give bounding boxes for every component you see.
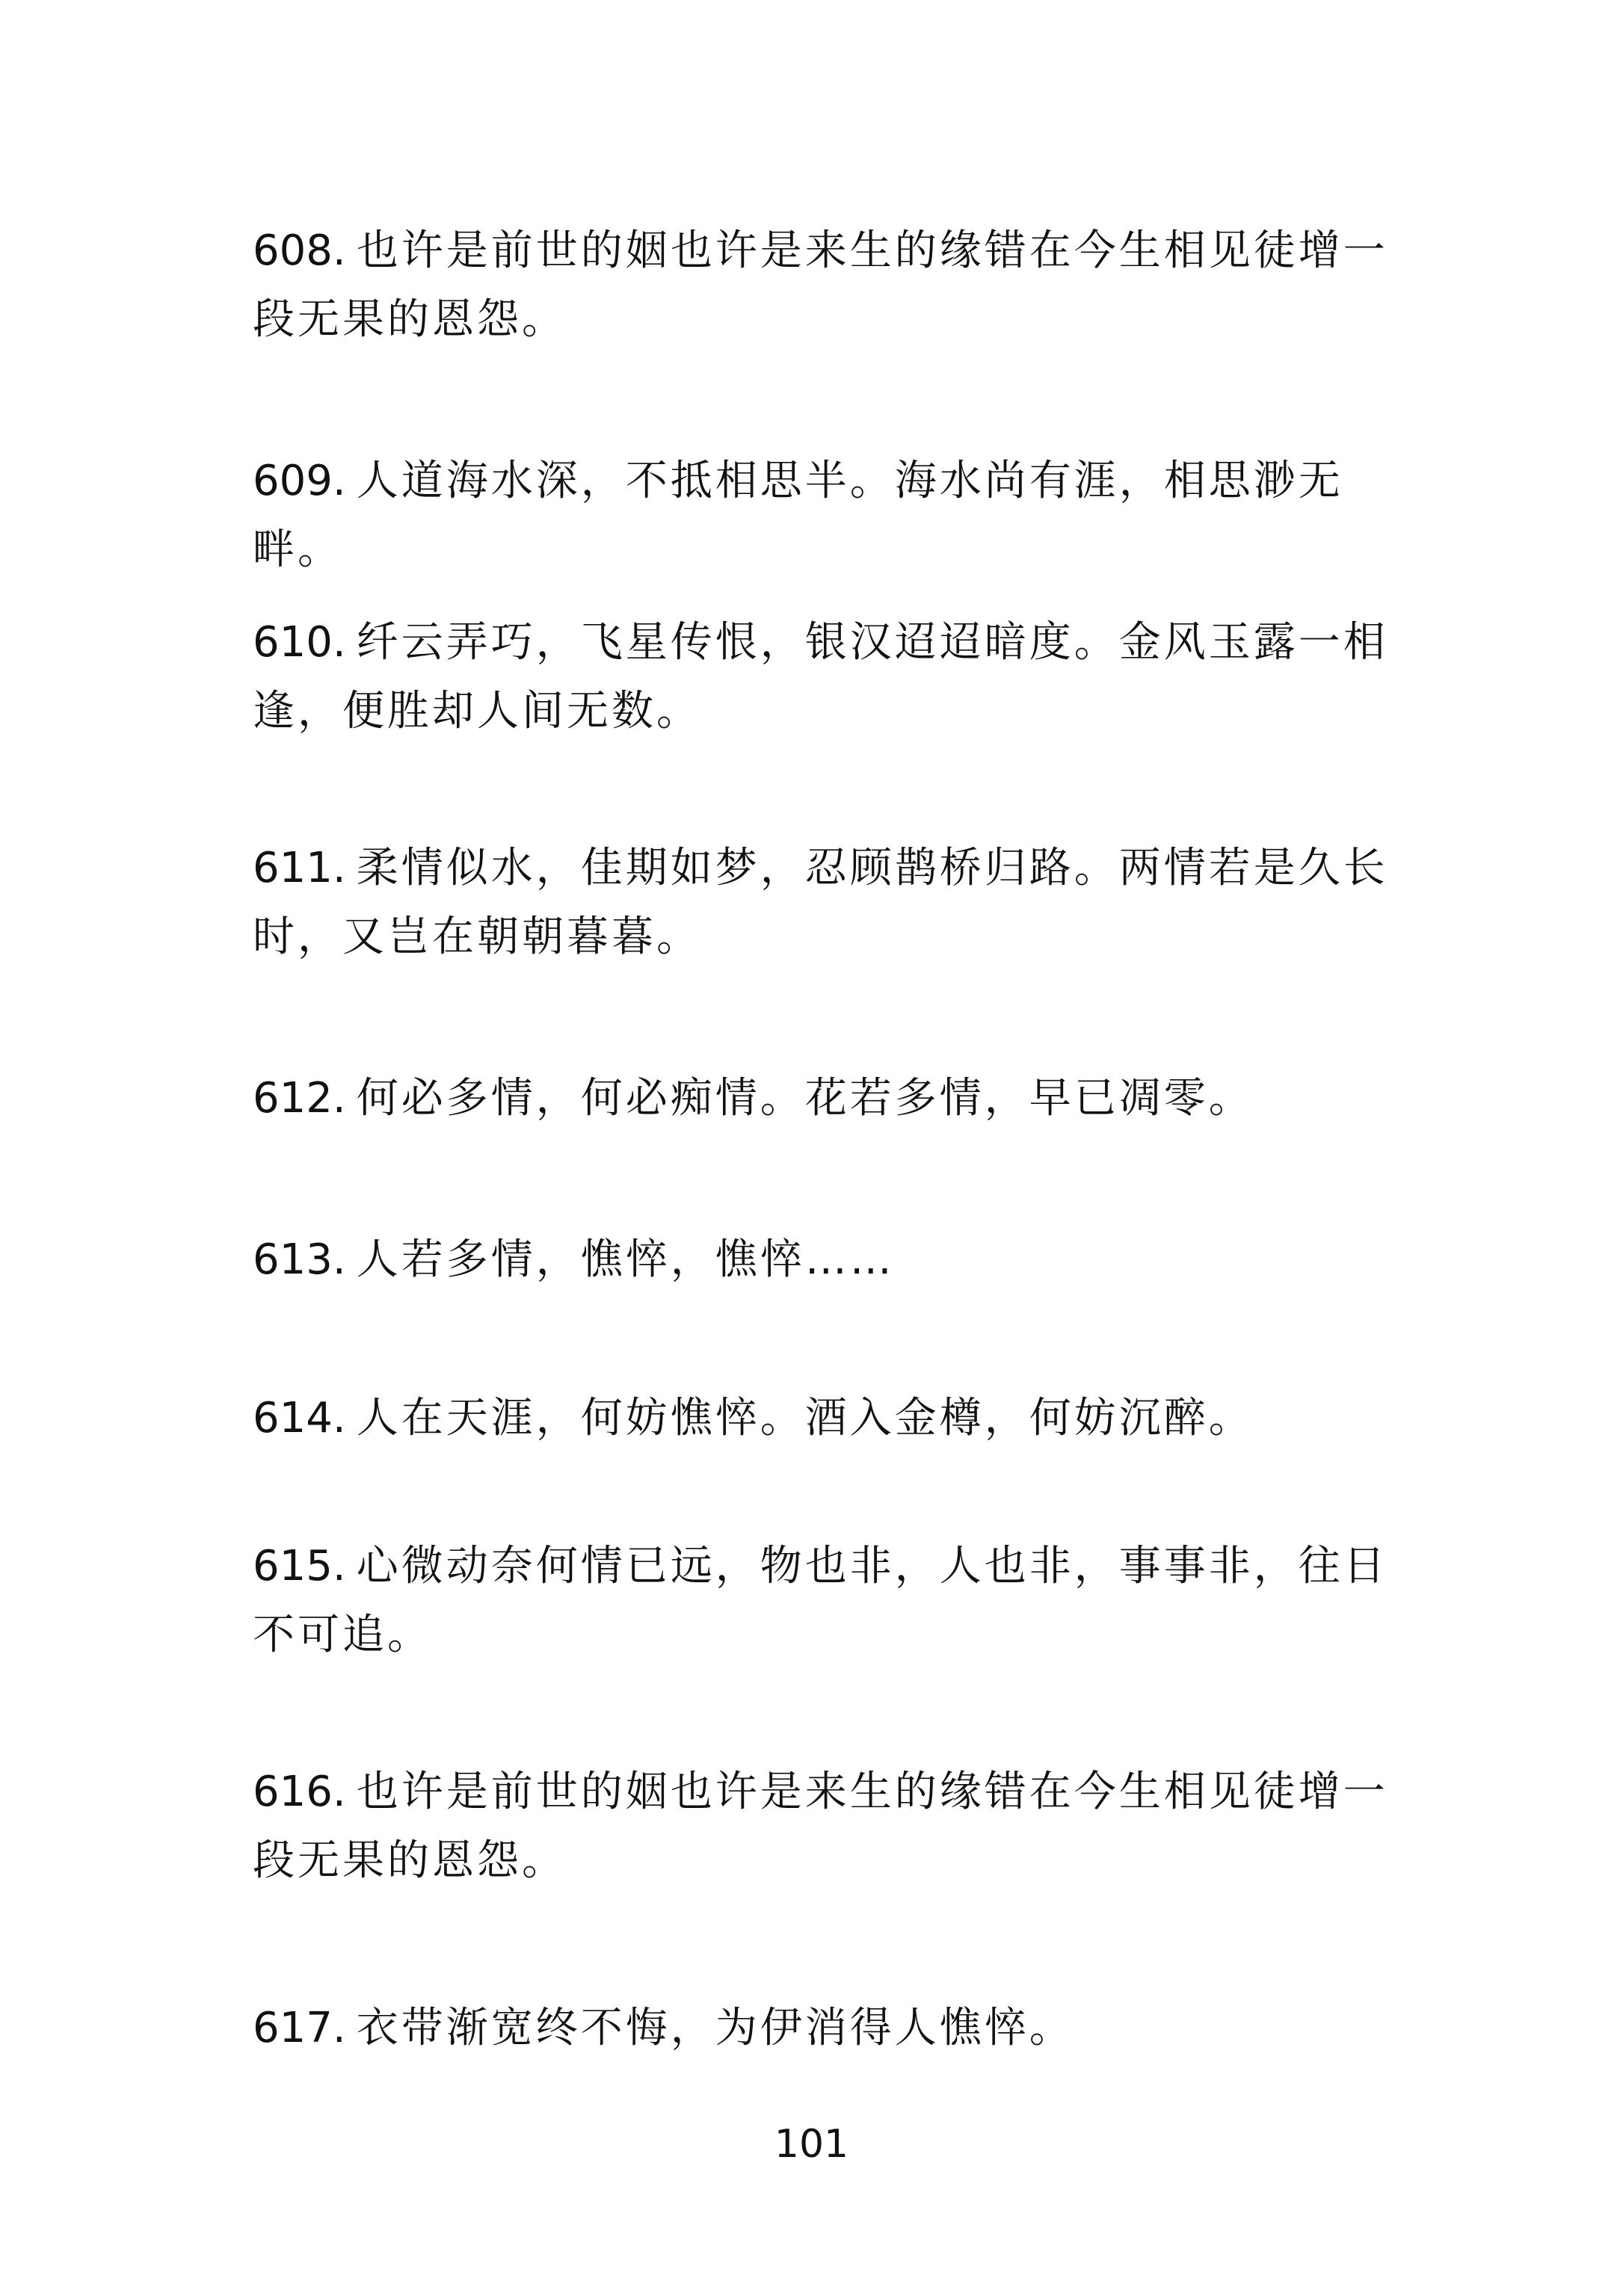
entry-text: 柔情似水，佳期如梦，忍顾鹊桥归路。两情若是久长时，又岂在朝朝暮暮。 <box>253 844 1388 961</box>
entry-number: 608. <box>253 226 346 275</box>
page-number: 101 <box>774 2122 849 2167</box>
entry-text: 人在天涯，何妨憔悴。酒入金樽，何妨沉醉。 <box>356 1394 1254 1442</box>
entry-text: 衣带渐宽终不悔，为伊消得人憔悴。 <box>356 2004 1074 2052</box>
entry-number: 609. <box>253 457 346 505</box>
entry-615 <box>253 1532 1389 1670</box>
entry-617 <box>253 1994 1389 2063</box>
entry-text: 人道海水深，不抵相思半。海水尚有涯，相思渺无畔。 <box>253 457 1343 574</box>
entry-number: 617. <box>253 2004 346 2052</box>
entry-614 <box>253 1384 1389 1453</box>
entry-613 <box>253 1226 1389 1294</box>
entry-text: 纤云弄巧，飞星传恨，银汉迢迢暗度。金风玉露一相逢，便胜却人间无数。 <box>253 618 1388 735</box>
entry-number: 614. <box>253 1394 346 1442</box>
entry-text: 也许是前世的姻也许是来生的缘错在今生相见徒增一段无果的恩怨。 <box>253 1768 1388 1885</box>
entry-number: 616. <box>253 1768 346 1816</box>
entry-610 <box>253 608 1389 746</box>
entry-number: 613. <box>253 1235 346 1284</box>
entry-611 <box>253 834 1389 972</box>
entry-text: 心微动奈何情已远，物也非，人也非，事事非，往日不可追。 <box>253 1542 1388 1659</box>
entry-number: 611. <box>253 844 346 892</box>
entry-616 <box>253 1758 1389 1895</box>
entry-number: 615. <box>253 1542 346 1590</box>
entry-text: 何必多情，何必痴情。花若多情，早已凋零。 <box>356 1074 1254 1123</box>
entry-number: 610. <box>253 618 346 667</box>
entry-number: 612. <box>253 1074 346 1123</box>
entry-text: 也许是前世的姻也许是来生的缘错在今生相见徒增一段无果的恩怨。 <box>253 226 1388 344</box>
entry-608 <box>253 217 1389 354</box>
entry-609 <box>253 447 1389 584</box>
entry-612 <box>253 1064 1389 1133</box>
entry-text: 人若多情，憔悴，憔悴…… <box>356 1235 895 1284</box>
